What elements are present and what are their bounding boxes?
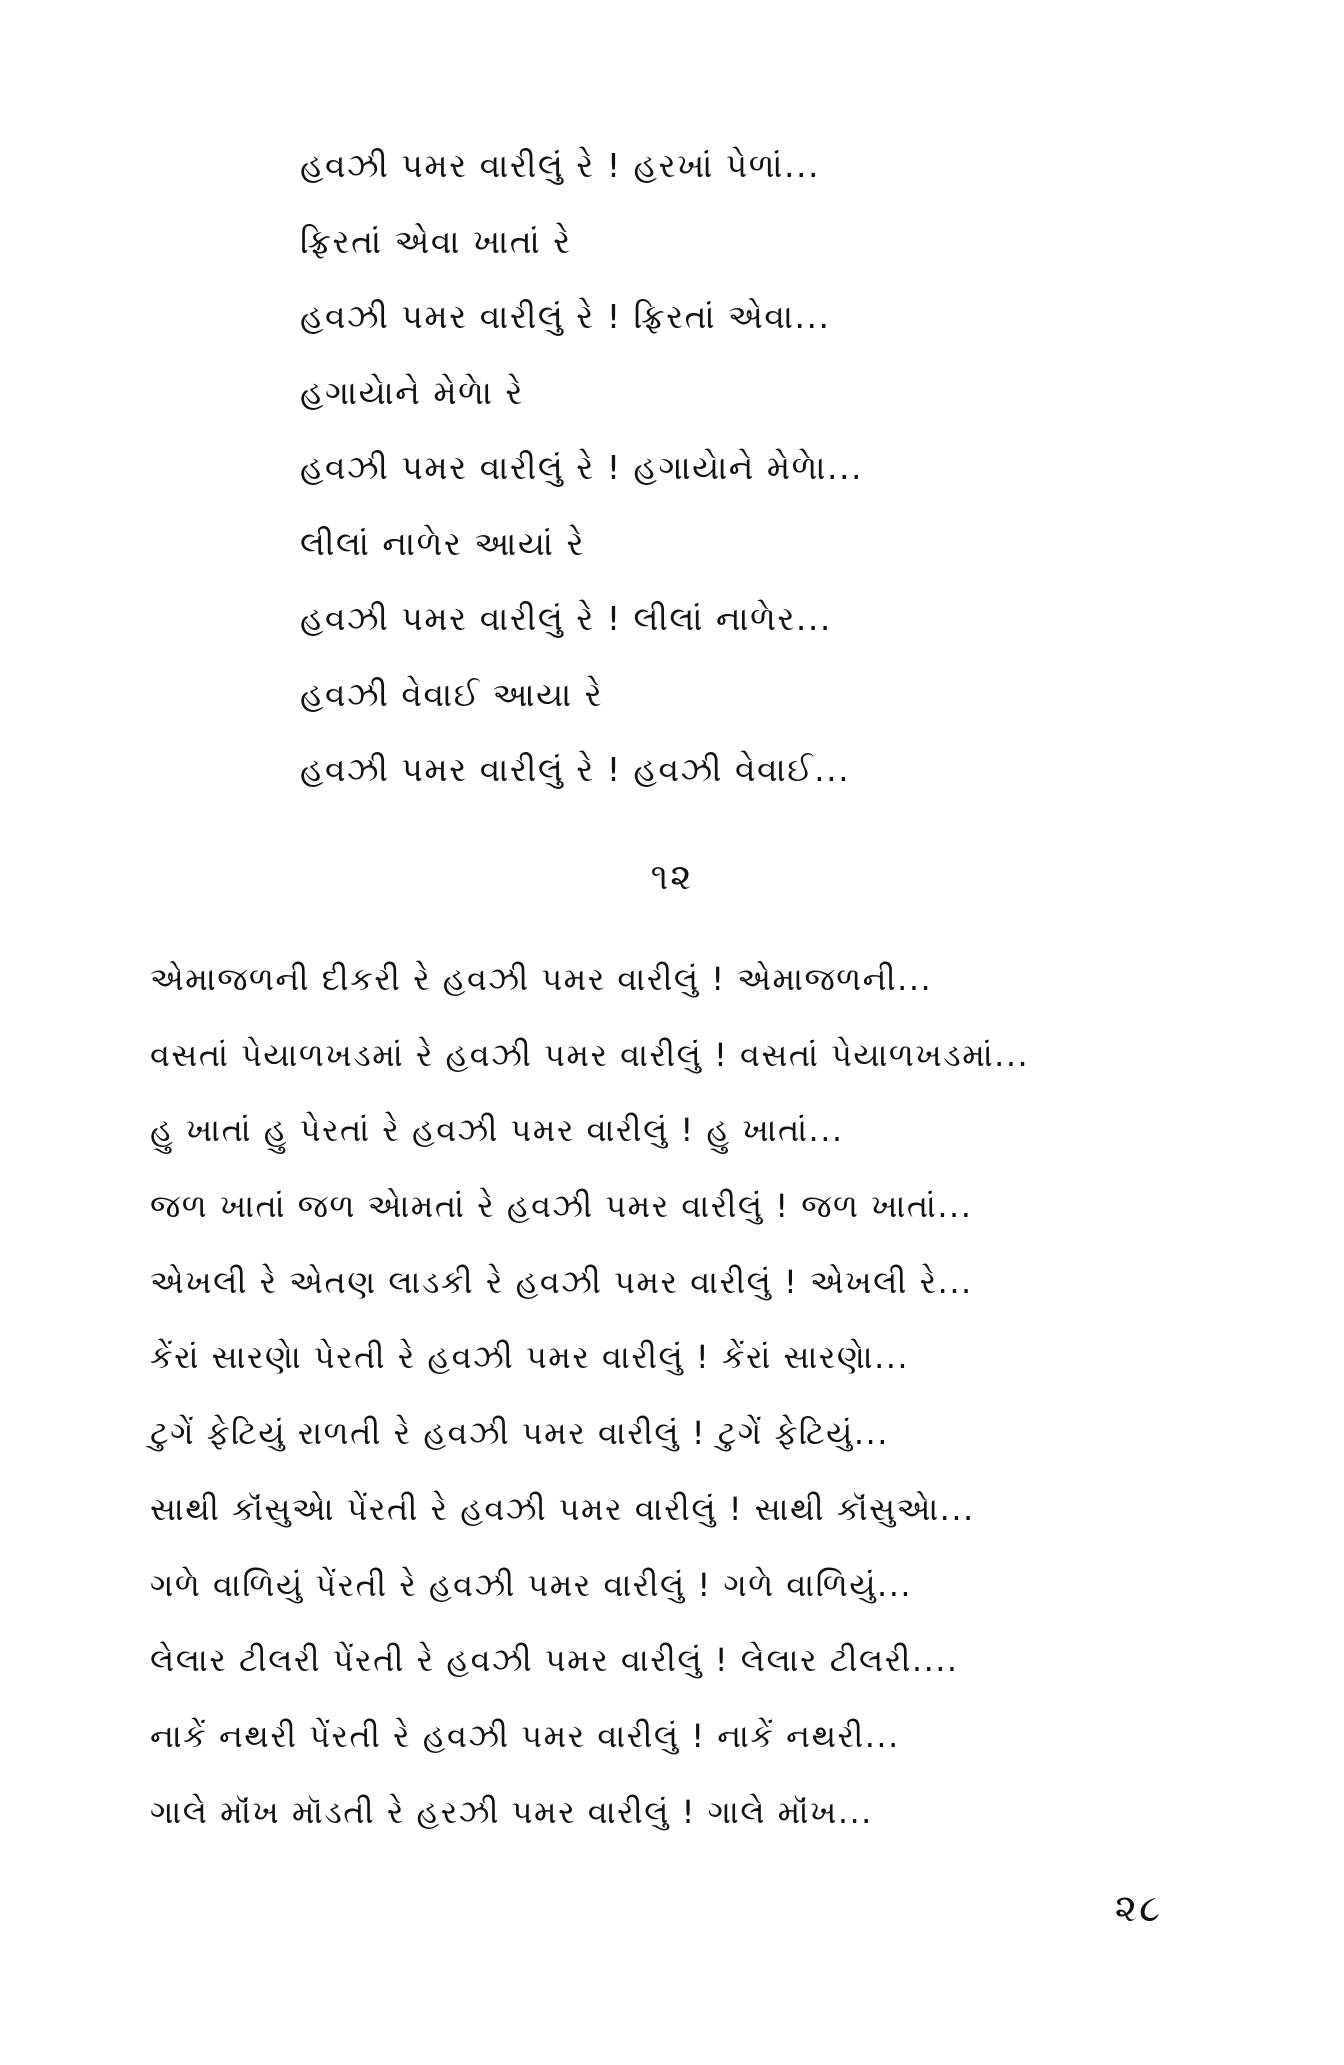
verse-line: કેંરાં સારણેા પેરતી રે હવઝી પમર વારીલું ! કેંરાં સારણેા...: [150, 1338, 910, 1377]
verse-block-top: [300, 128, 1100, 808]
verse-line: હવઝી પમર વારીલું રે ! લીલાં નાળેર...: [300, 599, 832, 638]
verse-line: ગાલે મૉંખ મૉડતી રે હરઝી પમર વારીલું ! ગાલે મૉંખ...: [150, 1792, 873, 1831]
section-number: ૧૨: [650, 857, 694, 898]
verse-line: હવઝી પમર વારીલું રે ! હવઝી વેવાઈ...: [300, 750, 851, 789]
verse-line: હગાયેાને મેળેા રે: [300, 372, 524, 412]
verse-line: જળ ખાતાં જળ એામતાં રે હવઝી પમર વારીલું ! જળ ખાતાં...: [150, 1187, 973, 1226]
verse-line: ટુગેં ફેટિયું રાળતી રે હવઝી પમર વારીલું ! ટુગેં ફેટિયું...: [150, 1414, 889, 1453]
verse-line: લીલાં નાળેર આયાં રે: [300, 523, 586, 563]
verse-line: વસતાં પેયાળખડમાં રે હવઝી પમર વારીલું ! વસતાં પેયાળખડમાં...: [150, 1035, 1030, 1074]
verse-line: લેલાર ટીલરી પેંરતી રે હવઝી પમર વારીલું ! લેલાર ટીલરી....: [150, 1641, 959, 1680]
verse-line: નાકેં નથરી પેંરતી રે હવઝી પમર વારીલું ! નાકેં નથરી...: [150, 1716, 900, 1755]
verse-line: એમાજળની દીકરી રે હવઝી પમર વારીલું ! એમાજળની...: [150, 960, 933, 998]
page-number: ૨૮: [1114, 1886, 1162, 1930]
verse-line: હુ ખાતાં હુ પેરતાં રે હવઝી પમર વારીલું ! હુ ખાતાં...: [150, 1111, 844, 1150]
verse-line: હવઝી વેવાઈ આયા રે: [300, 674, 604, 714]
verse-line: સાથી કૉંસુએા પેંરતી રે હવઝી પમર વારીલું ! સાથી કૉંસુએા...: [150, 1489, 975, 1528]
verse-block-bottom: [150, 942, 1230, 1850]
verse-line: ફ્રિરતાં એવા ખાતાં રે: [300, 221, 572, 261]
verse-line: હવઝી પમર વારીલું રે ! હરખાં પેળાં...: [300, 146, 820, 185]
verse-line: એખલી રે એતણ લાડકી રે હવઝી પમર વારીલું ! એખલી રે...: [150, 1262, 973, 1301]
verse-line: ગળે વાળિયું પેંરતી રે હવઝી પમર વારીલું ! ગળે વાળિયું...: [150, 1565, 913, 1604]
verse-line: હવઝી પમર વારીલું રે ! ફ્રિરતાં એવા...: [300, 297, 831, 336]
verse-line: હવઝી પમર વારીલું રે ! હગાયેાને મેળેા...: [300, 448, 863, 487]
